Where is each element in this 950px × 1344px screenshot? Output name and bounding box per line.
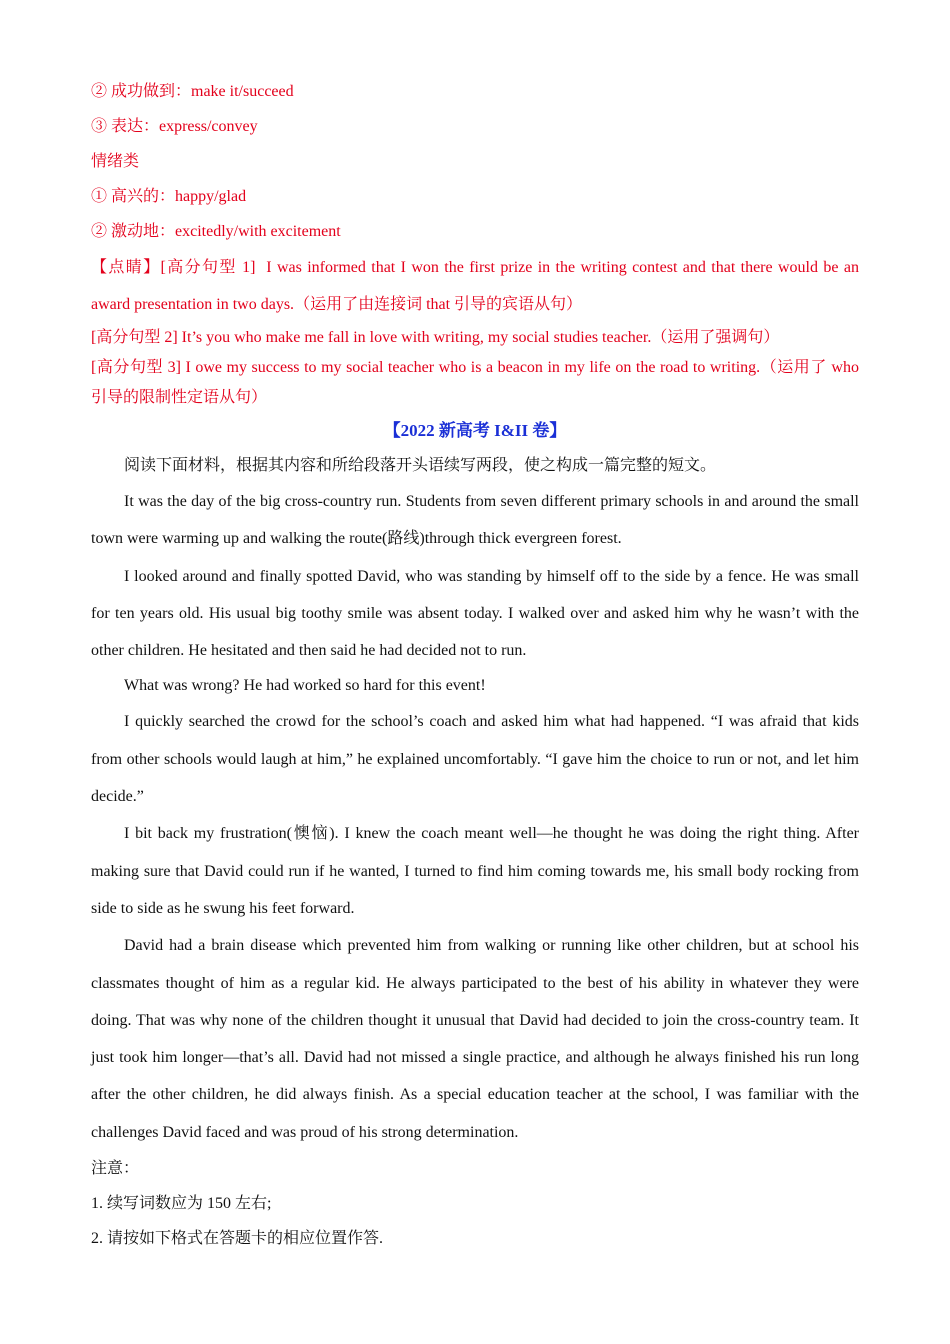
passage-paragraph-4: I quickly searched the crowd for the school’s coach and asked him what had happened. “I was afraid that kids from other schools would laugh at him,” he explained uncomfortably. “I gave him the choice to run or not, and let him decide.” (91, 713, 859, 806)
sentence-2-label: [高分句型 2] (91, 329, 178, 346)
sentence-3-label: [高分句型 3] (91, 359, 181, 376)
vocab-item-succeed: ② 成功做到：make it/succeed (91, 83, 294, 100)
vocab-item-happy: ① 高兴的：happy/glad (91, 188, 247, 205)
section-title: 【2022 新高考 I&II 卷】 (383, 421, 567, 440)
instruction: 阅读下面材料，根据其内容和所给段落开头语续写两段，使之构成一篇完整的短文。 (124, 457, 717, 474)
notes-heading: 注意： (91, 1160, 140, 1178)
sentence-3-text: I owe my success to my social teacher who is a beacon in my life on the road to writing. (185, 359, 761, 376)
vocab-item-excited: ② 激动地：excitedly/with excitement (91, 223, 341, 240)
passage-paragraph-1: It was the day of the big cross-country run. Students from seven different primary schools in and around the small town were warming up and walking the route(路线)through thick evergreen forest. (91, 493, 859, 548)
sentence-2-text: It’s you who make me fall in love with writing, my social studies teacher. (181, 329, 652, 346)
sentence-2-note: （运用了强调句） (651, 329, 780, 346)
sentence-3-note: （运用了 who 引导的限制性定语从句） (91, 359, 859, 406)
passage-paragraph-6: David had a brain disease which prevented him from walking or running like other children, but at school his classmates thought of him as a regular kid. He always participated to the best of his ability in whatever they were doing. That was why none of the children thought it unusual that David had decided to join the cross-country team. It just took him longer—that’s all. David had not missed a single practice, and although he always finished his run long after the other children, he did always finish. As a special education teacher at the school, I was familiar with the challenges David faced and was proud of his strong determination. (91, 937, 859, 1141)
passage-paragraph-5: I bit back my frustration(懊恼). I knew the coach meant well—he thought he was doing the right thing. After making sure that David could run if he wanted, I turned to find him coming towards me, his small body rocking from side to side as he swung his feet forward. (91, 825, 859, 917)
highlight-sentence-1 (91, 249, 859, 323)
sentence-1-text: I was informed that I won the first prize in the writing contest and that there would be an award presentation in two days. (91, 259, 859, 313)
vocab-category-emotion: 情绪类 (91, 153, 140, 170)
passage-paragraph-3: What was wrong? He had worked so hard for this event! (124, 677, 486, 695)
highlight-tag: 【点睛】 (91, 259, 161, 276)
notes-rule-1: 1. 续写词数应为 150 左右; (91, 1195, 272, 1213)
highlight-sentence-3 (91, 353, 859, 413)
vocab-item-express: ③ 表达：express/convey (91, 118, 258, 135)
sentence-1-note: （运用了由连接词 that 引导的宾语从句） (294, 296, 583, 313)
highlight-sentence-2 (91, 323, 859, 353)
notes-rule-2: 2. 请按如下格式在答题卡的相应位置作答. (91, 1230, 384, 1248)
sentence-1-label: [高分句型 1] (160, 259, 256, 276)
document-content (91, 74, 859, 1256)
passage-paragraph-2: I looked around and finally spotted David, who was standing by himself off to the side by a fence. He was small for ten years old. His usual big toothy smile was absent today. I walked over and asked him why he wasn’t with the other children. He hesitated and then said he had decided not to run. (91, 567, 859, 660)
